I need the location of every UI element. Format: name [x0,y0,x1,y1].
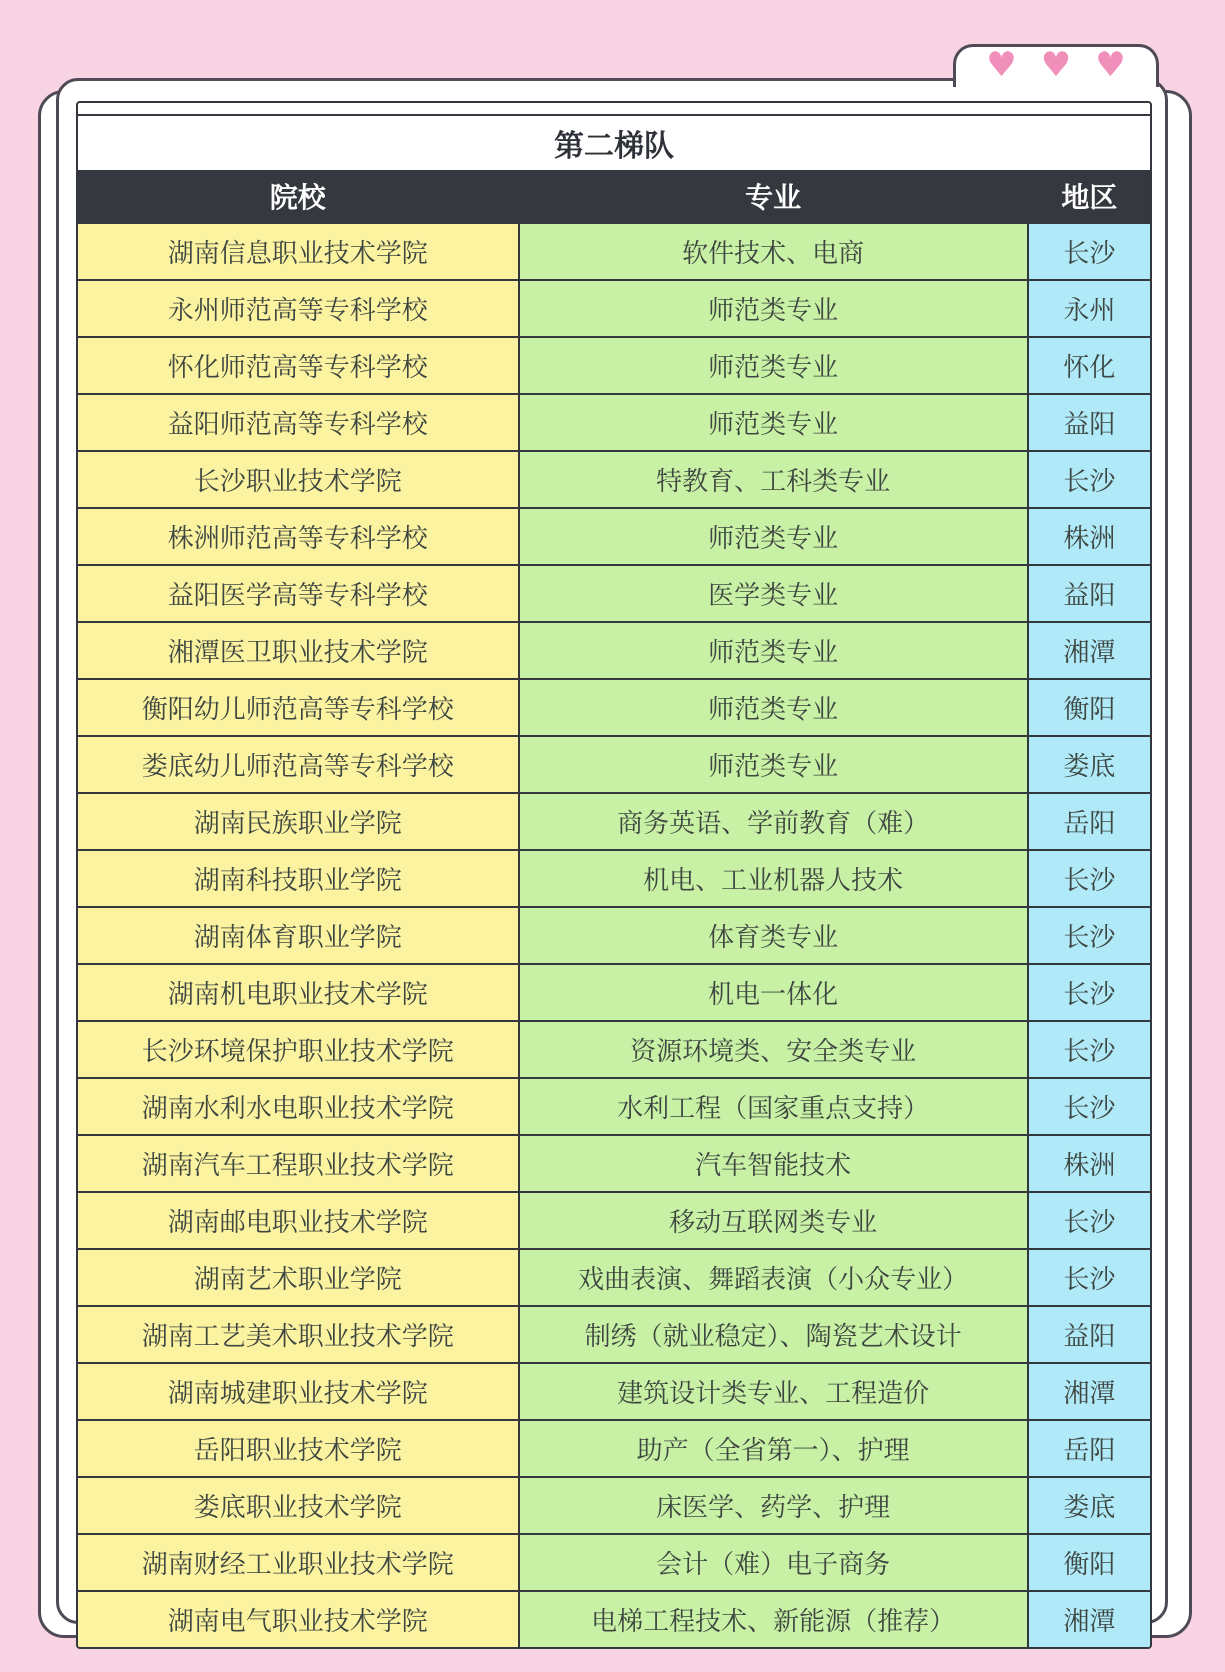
school-cell: 湘潭医卫职业技术学院 [78,622,519,679]
school-cell: 湖南民族职业学院 [78,793,519,850]
column-header-major: 专业 [519,170,1028,223]
region-cell: 娄底 [1028,736,1150,793]
school-cell: 湖南科技职业学院 [78,850,519,907]
region-cell: 株洲 [1028,1135,1150,1192]
region-cell: 怀化 [1028,337,1150,394]
column-header-region: 地区 [1028,170,1150,223]
table-row [78,736,1150,793]
school-cell: 湖南工艺美术职业技术学院 [78,1306,519,1363]
major-cell: 汽车智能技术 [519,1135,1028,1192]
table-row [78,1135,1150,1192]
region-cell: 益阳 [1028,1306,1150,1363]
school-cell: 长沙环境保护职业技术学院 [78,1021,519,1078]
major-cell: 制绣（就业稳定）、陶瓷艺术设计 [519,1306,1028,1363]
table-body [78,223,1150,1647]
region-cell: 湘潭 [1028,1591,1150,1647]
region-cell: 岳阳 [1028,793,1150,850]
region-cell: 衡阳 [1028,1534,1150,1591]
region-cell: 长沙 [1028,1078,1150,1135]
region-cell: 株洲 [1028,508,1150,565]
major-cell: 师范类专业 [519,337,1028,394]
hearts-tab [953,44,1159,87]
school-cell: 衡阳幼儿师范高等专科学校 [78,679,519,736]
region-cell: 湘潭 [1028,622,1150,679]
major-cell: 床医学、药学、护理 [519,1477,1028,1534]
major-cell: 助产（全省第一）、护理 [519,1420,1028,1477]
table-row [78,565,1150,622]
school-cell: 长沙职业技术学院 [78,451,519,508]
tier-table [78,170,1150,1647]
region-cell: 长沙 [1028,451,1150,508]
region-cell: 长沙 [1028,1249,1150,1306]
major-cell: 戏曲表演、舞蹈表演（小众专业） [519,1249,1028,1306]
heart-icon: ♥ [1095,45,1126,85]
major-cell: 资源环境类、安全类专业 [519,1021,1028,1078]
table-row [78,337,1150,394]
major-cell: 特教育、工科类专业 [519,451,1028,508]
table-row [78,622,1150,679]
table-row [78,1363,1150,1420]
major-cell: 医学类专业 [519,565,1028,622]
major-cell: 师范类专业 [519,736,1028,793]
region-cell: 岳阳 [1028,1420,1150,1477]
divider [78,103,1150,116]
table-container [76,101,1152,1649]
major-cell: 软件技术、电商 [519,223,1028,280]
school-cell: 湖南水利水电职业技术学院 [78,1078,519,1135]
major-cell: 建筑设计类专业、工程造价 [519,1363,1028,1420]
table-row [78,1192,1150,1249]
table-row [78,679,1150,736]
major-cell: 会计（难）电子商务 [519,1534,1028,1591]
region-cell: 娄底 [1028,1477,1150,1534]
school-cell: 湖南邮电职业技术学院 [78,1192,519,1249]
region-cell: 长沙 [1028,907,1150,964]
table-row [78,394,1150,451]
table-row [78,1477,1150,1534]
school-cell: 湖南信息职业技术学院 [78,223,519,280]
table-row [78,1534,1150,1591]
region-cell: 长沙 [1028,964,1150,1021]
table-row [78,1021,1150,1078]
major-cell: 电梯工程技术、新能源（推荐） [519,1591,1028,1647]
school-cell: 益阳医学高等专科学校 [78,565,519,622]
table-row [78,850,1150,907]
school-cell: 株洲师范高等专科学校 [78,508,519,565]
region-cell: 长沙 [1028,1192,1150,1249]
region-cell: 长沙 [1028,1021,1150,1078]
column-header-school: 院校 [78,170,519,223]
school-cell: 益阳师范高等专科学校 [78,394,519,451]
school-cell: 娄底幼儿师范高等专科学校 [78,736,519,793]
table-row [78,964,1150,1021]
school-cell: 湖南机电职业技术学院 [78,964,519,1021]
heart-icon: ♥ [1040,45,1072,85]
heart-icon: ♥ [986,45,1017,85]
card [56,45,1168,1637]
major-cell: 师范类专业 [519,508,1028,565]
table-row [78,1420,1150,1477]
school-cell: 湖南汽车工程职业技术学院 [78,1135,519,1192]
table-row [78,451,1150,508]
table-title: 第二梯队 [554,129,674,164]
school-cell: 怀化师范高等专科学校 [78,337,519,394]
major-cell: 师范类专业 [519,280,1028,337]
major-cell: 师范类专业 [519,622,1028,679]
region-cell: 湘潭 [1028,1363,1150,1420]
table-row [78,280,1150,337]
school-cell: 岳阳职业技术学院 [78,1420,519,1477]
table-row [78,1078,1150,1135]
major-cell: 商务英语、学前教育（难） [519,793,1028,850]
table-row [78,907,1150,964]
region-cell: 衡阳 [1028,679,1150,736]
major-cell: 师范类专业 [519,394,1028,451]
school-cell: 湖南电气职业技术学院 [78,1591,519,1647]
school-cell: 娄底职业技术学院 [78,1477,519,1534]
major-cell: 机电一体化 [519,964,1028,1021]
school-cell: 湖南艺术职业学院 [78,1249,519,1306]
table-row [78,1249,1150,1306]
major-cell: 体育类专业 [519,907,1028,964]
header-row [78,170,1150,223]
table-row [78,793,1150,850]
table-row [78,1306,1150,1363]
region-cell: 益阳 [1028,565,1150,622]
region-cell: 益阳 [1028,394,1150,451]
major-cell: 师范类专业 [519,679,1028,736]
region-cell: 长沙 [1028,223,1150,280]
major-cell: 机电、工业机器人技术 [519,850,1028,907]
major-cell: 移动互联网类专业 [519,1192,1028,1249]
table-row [78,1591,1150,1647]
region-cell: 永州 [1028,280,1150,337]
school-cell: 湖南财经工业职业技术学院 [78,1534,519,1591]
table-row [78,223,1150,280]
school-cell: 湖南体育职业学院 [78,907,519,964]
table-row [78,508,1150,565]
school-cell: 永州师范高等专科学校 [78,280,519,337]
major-cell: 水利工程（国家重点支持） [519,1078,1028,1135]
school-cell: 湖南城建职业技术学院 [78,1363,519,1420]
region-cell: 长沙 [1028,850,1150,907]
